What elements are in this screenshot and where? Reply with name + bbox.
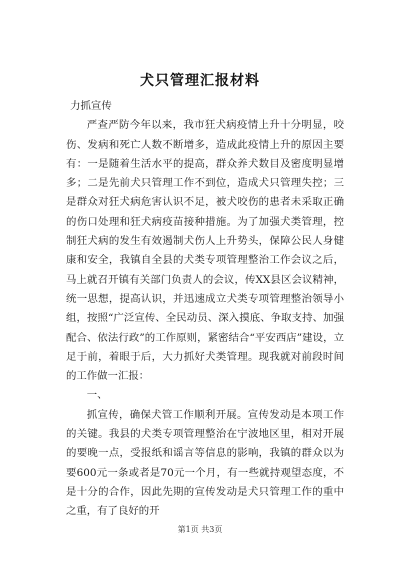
paragraph-publicity: 抓宣传，确保犬管工作顺利开展。宣传发动是本项工作的关键。我县的犬类专项管理整治在宁波地区里，相对开展的要晚一点，受报纸和谣言等信息的影响，我镇的群众以为要600元一条或者是70元一个月，有一些就持观望态度，不是十分的合作，因此先期的宣传发动是犬只管理工作的重中之重，有了良好的开 [66,408,344,518]
section-heading: 力抓宣传 [70,100,112,112]
document-title: 犬只管理汇报材料 [140,73,260,89]
page-footer: 第1页 共3页 [177,525,223,534]
document-body [66,97,344,522]
paragraph-intro: 严查严防今年以来，我市狂犬病疫情上升十分明显，咬伤、发病和死亡人数不断增多，造成此疫情上升的原因主要有：一是随着生活水平的提高，群众养犬数目及密度明显增多；二是先前犬只管理工作不到位，造成犬只管理失控；三是群众对狂犬病危害认识不足，被犬咬伤的患者未采取正确的伤口处理和狂犬病疫苗接种措施。为了加强犬类管理，控制狂犬病的发生有效遏制犬伤人上升势头，保障公民人身健康和安全，我镇自全县的犬类专项管理整治工作会议之后，马上就召开镇有关部门负责人的会议，传XX县区会议精神，统一思想，提高认识，并迅速成立犬类专项管理整治领导小组，按照“广泛宣传、全民动员、深入摸底、争取支持、加强配合、依法行政”的工作原则，紧密结合“平安西店”建设，立足于前，着眼于后，大力抓好犬类管理。现我就对前段时间的工作做一汇报： [66,119,344,383]
section-number: 一、 [86,389,108,402]
